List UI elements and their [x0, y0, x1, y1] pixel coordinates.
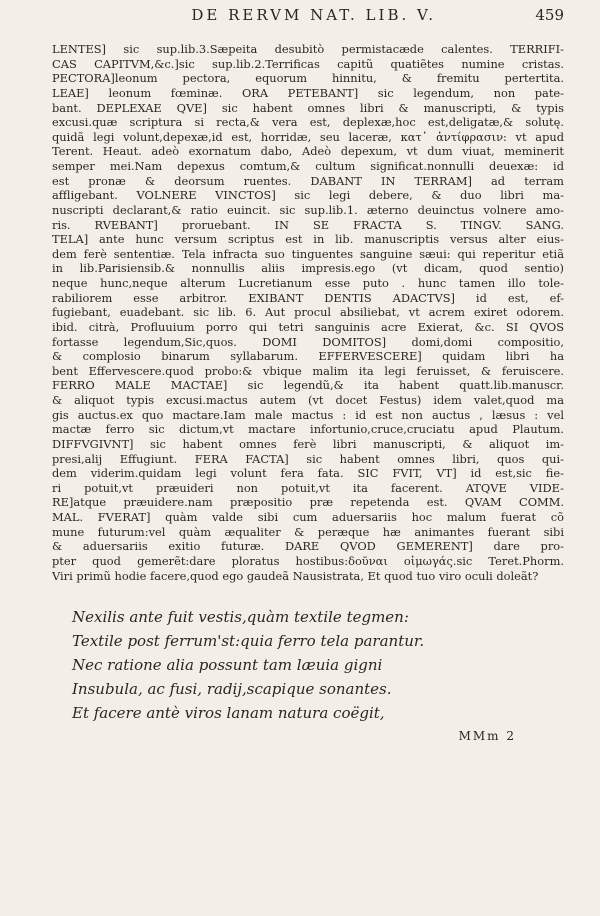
- commentary-line: & complosio binarum syllabarum. EFFERVESCERE] quidam libri ha: [52, 349, 564, 364]
- commentary-line: dem ferè sententiæ. Tela infracta suo tinguentes sanguine sæui: qui reperitur etiã: [52, 246, 564, 261]
- commentary-line: DIFFVGIVNT] sic habent omnes ferè libri manuscripti, & aliquot im-: [52, 436, 564, 451]
- commentary-line: mune futurum:vel quàm æqualiter & peræque hæ animantes fuerant sibi: [52, 524, 564, 539]
- commentary-line: affligebant. VOLNERE VINCTOS] sic legi debere, & duo libri ma-: [52, 188, 564, 203]
- commentary-line: & aduersariis exitio futuræ. DARE QVOD GEMERENT] dare pro-: [52, 539, 564, 554]
- commentary-line: dem viderim.quidam legi volunt fera fata. SIC FVIT, VT] id est,sic fie-: [52, 466, 564, 481]
- signature-mark: MMm 2: [458, 729, 516, 744]
- commentary-line: est pronæ & deorsum ruentes. DABANT IN TERRAM] ad terram: [52, 173, 564, 188]
- verse-line: Textile post ferrum'st:quia ferro tela parantur.: [72, 632, 425, 651]
- commentary-line: mactæ ferro sic dictum,vt mactare infortunio,cruce,cruciatu apud Plautum.: [52, 422, 564, 437]
- commentary-line: fortasse legendum,Sic,quos. DOMI DOMITOS] domi,domi compositio,: [52, 334, 564, 349]
- verse-line: Insubula, ac fusi, radij,scapique sonantes.: [72, 680, 392, 699]
- commentary-line: RE]atque præuidere.nam præpositio præ repetenda est. QVAM COMM.: [52, 495, 564, 510]
- commentary-line: Viri primũ hodie facere,quod ego gaudeã Nausistrata, Et quod tuo viro oculi doleãt?: [52, 568, 539, 583]
- verse-line: Et facere antè viros lanam natura coëgit,: [72, 704, 385, 723]
- running-head: [52, 6, 564, 36]
- commentary-line: bent Effervescere.quod probo:& vbique malim ita legi feruisset, & feruiscere.: [52, 363, 564, 378]
- commentary-line: MAL. FVERAT] quàm valde sibi cum aduersariis hoc malum fuerat cõ: [52, 510, 564, 524]
- commentary-line: PECTORA]leonum pectora, equorum hinnitu, & fremitu pertertita.: [52, 71, 564, 86]
- commentary-line: presi,alij Effugiunt. FERA FACTA] sic habent omnes libri, quos qui-: [52, 451, 564, 466]
- commentary-line: CAS CAPITVM,&c.]sic sup.lib.2.Terrificas capitũ quatiẽtes numine cristas.: [52, 56, 564, 71]
- commentary-line: FERRO MALE MACTAE] sic legendũ,& ita habent quatt.lib.manuscr.: [52, 378, 564, 393]
- verse-line: Nexilis ante fuit vestis,quàm textile tegmen:: [72, 608, 409, 627]
- page-number: 459: [535, 6, 564, 24]
- commentary-line: bant. DEPLEXAE QVE] sic habent omnes libri & manuscripti, & typis: [52, 100, 564, 115]
- commentary-line: ris. RVEBANT] proruebant. IN SE FRACTA S. TINGV. SANG.: [52, 217, 564, 232]
- commentary-line: ri potuit,vt præuideri non potuit,vt ita facerent. ATQVE VIDE-: [52, 480, 564, 495]
- commentary-line: in lib.Parisiensib.& nonnullis aliis impresis.ego (vt dicam, quod sentio): [52, 261, 564, 276]
- running-title: DE RERVM NAT. LIB. V.: [191, 6, 436, 24]
- commentary-line: & aliquot typis excusi.mactus autem (vt docet Festus) idem valet,quod ma: [52, 393, 564, 407]
- verse-line: Nec ratione alia possunt tam læuia gigni: [72, 656, 383, 675]
- commentary-text: [52, 42, 564, 583]
- commentary-line: quidã legi volunt,depexæ,id est, horridæ, seu laceræ, κατ᾿ ἀντίφρασιν: vt apud: [52, 129, 564, 144]
- commentary-line: pter quod gemerẽt:dare ploratus hostibus:δοῦναι οἰμωγάς.sic Teret.Phorm.: [52, 553, 564, 568]
- commentary-line: LENTES] sic sup.lib.3.Sæpeita desubitò permistacæde calentes. TERRIFI-: [52, 42, 564, 56]
- commentary-line: semper mei.Nam depexus comtum,& cultum significat.nonnulli deuexæ: id: [52, 159, 564, 173]
- commentary-line: Terent. Heaut. adeò exornatum dabo, Adeò depexum, vt dum viuat, meminerit: [52, 144, 564, 159]
- commentary-line: TELA] ante hunc versum scriptus est in lib. manuscriptis versus alter eius-: [52, 232, 564, 247]
- commentary-line: neque hunc,neque alterum Lucretianum esse puto . hunc tamen illo tole-: [52, 276, 564, 290]
- commentary-line: LEAE] leonum fœminæ. ORA PETEBANT] sic legendum, non pate-: [52, 85, 564, 100]
- commentary-line: rabiliorem esse arbitror. EXIBANT DENTIS ADACTVS] id est, ef-: [52, 290, 564, 305]
- commentary-line: ibid. citrà, Profluuium porro qui tetri sanguinis acre Exierat, &c. SI QVOS: [52, 319, 564, 334]
- commentary-line: gis auctus.ex quo mactare.Iam male mactus : id est non auctus , læsus : vel: [52, 407, 564, 422]
- commentary-line: fugiebant, euadebant. sic lib. 6. Aut procul absiliebat, vt acrem exiret odorem.: [52, 305, 564, 320]
- commentary-line: nuscripti declarant,& ratio euincit. sic sup.lib.1. æterno deuinctus volnere amo-: [52, 202, 564, 217]
- verse-block: [52, 605, 564, 725]
- commentary-line: excusi.quæ scriptura si recta,& vera est, deplexæ,hoc est,deligatæ,& solutę.: [52, 115, 564, 130]
